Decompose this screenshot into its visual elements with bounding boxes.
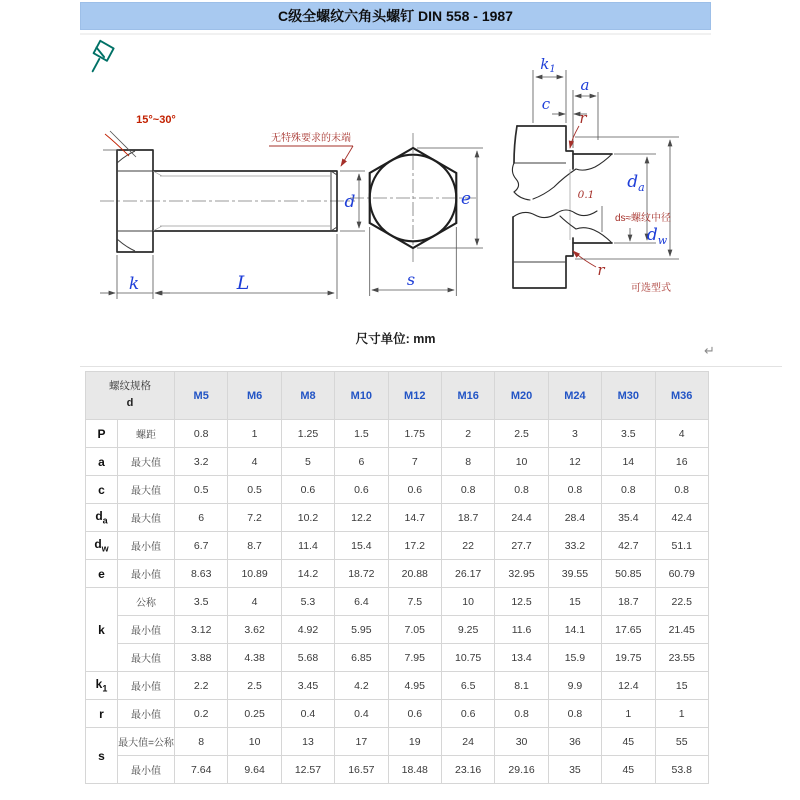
value-cell: 8 bbox=[441, 448, 494, 476]
return-anchor-icon[interactable]: ↵ bbox=[704, 343, 715, 358]
value-cell: 35.4 bbox=[602, 504, 655, 532]
dim-label-d: d bbox=[344, 192, 356, 212]
value-cell: 0.6 bbox=[388, 700, 441, 728]
value-cell: 2.5 bbox=[495, 420, 548, 448]
value-cell: 50.85 bbox=[602, 560, 655, 588]
optional-form-annotation: 可选型式 bbox=[631, 283, 671, 294]
value-cell: 0.6 bbox=[281, 476, 334, 504]
value-cell: 5.95 bbox=[335, 616, 388, 644]
table-row bbox=[86, 616, 709, 644]
value-cell: 27.7 bbox=[495, 532, 548, 560]
value-cell: 0.25 bbox=[228, 700, 281, 728]
table-row bbox=[86, 756, 709, 784]
row-type: 最小值 bbox=[118, 532, 175, 560]
value-cell: 45 bbox=[602, 756, 655, 784]
value-cell: 10 bbox=[495, 448, 548, 476]
value-cell: 8.7 bbox=[228, 532, 281, 560]
column-header: M16 bbox=[441, 372, 494, 420]
value-cell: 3 bbox=[548, 420, 601, 448]
value-cell: 0.5 bbox=[175, 476, 228, 504]
row-symbol: c bbox=[86, 476, 118, 504]
dim-label-r-top: r bbox=[579, 109, 587, 127]
technical-drawing bbox=[80, 40, 725, 325]
value-cell: 8.1 bbox=[495, 672, 548, 700]
table-top-divider bbox=[80, 366, 782, 367]
table-row bbox=[86, 672, 709, 700]
row-symbol: a bbox=[86, 448, 118, 476]
value-cell: 4.92 bbox=[281, 616, 334, 644]
head-detail-view bbox=[512, 55, 679, 294]
value-cell: 26.17 bbox=[441, 560, 494, 588]
bolt-side-view bbox=[100, 114, 365, 299]
row-symbol: r bbox=[86, 700, 118, 728]
value-cell: 0.8 bbox=[548, 700, 601, 728]
dim-label-k: k bbox=[128, 274, 140, 294]
value-cell: 0.6 bbox=[441, 700, 494, 728]
value-cell: 10 bbox=[441, 588, 494, 616]
title-divider bbox=[80, 33, 711, 35]
value-cell: 1 bbox=[655, 700, 708, 728]
dim-label-dw: $d_w$ bbox=[646, 225, 668, 247]
value-cell: 6 bbox=[335, 448, 388, 476]
column-header: M36 bbox=[655, 372, 708, 420]
value-cell: 23.55 bbox=[655, 644, 708, 672]
dim-label-L: L bbox=[236, 272, 250, 294]
value-cell: 13 bbox=[281, 728, 334, 756]
value-cell: 35 bbox=[548, 756, 601, 784]
value-cell: 5 bbox=[281, 448, 334, 476]
value-cell: 6.85 bbox=[335, 644, 388, 672]
table-head-row bbox=[86, 372, 709, 420]
dim-label-a: a bbox=[580, 76, 590, 94]
value-cell: 24 bbox=[441, 728, 494, 756]
value-cell: 39.55 bbox=[548, 560, 601, 588]
value-cell: 17.65 bbox=[602, 616, 655, 644]
value-cell: 0.8 bbox=[495, 476, 548, 504]
row-symbol: k bbox=[86, 588, 118, 672]
row-type: 最小值 bbox=[118, 756, 175, 784]
value-cell: 14.2 bbox=[281, 560, 334, 588]
spec-header bbox=[86, 372, 175, 420]
page-title: C级全螺纹六角头螺钉 DIN 558 - 1987 bbox=[278, 8, 513, 24]
value-cell: 14 bbox=[602, 448, 655, 476]
value-cell: 15 bbox=[548, 588, 601, 616]
row-symbol: $d_w$ bbox=[86, 532, 118, 560]
tolerance-annotation: 0.1 bbox=[577, 189, 595, 201]
row-type: 最小值 bbox=[118, 672, 175, 700]
value-cell: 0.8 bbox=[548, 476, 601, 504]
value-cell: 1 bbox=[228, 420, 281, 448]
value-cell: 3.88 bbox=[175, 644, 228, 672]
value-cell: 8.63 bbox=[175, 560, 228, 588]
value-cell: 13.4 bbox=[495, 644, 548, 672]
value-cell: 42.7 bbox=[602, 532, 655, 560]
column-header: M6 bbox=[228, 372, 281, 420]
table-row bbox=[86, 700, 709, 728]
value-cell: 19 bbox=[388, 728, 441, 756]
value-cell: 22 bbox=[441, 532, 494, 560]
table-row bbox=[86, 504, 709, 532]
end-note-annotation: 无特殊要求的末端 bbox=[271, 133, 351, 144]
value-cell: 55 bbox=[655, 728, 708, 756]
dim-label-c: c bbox=[541, 95, 551, 113]
value-cell: 0.8 bbox=[602, 476, 655, 504]
value-cell: 1 bbox=[602, 700, 655, 728]
dim-label-k1: $k_1$ bbox=[540, 55, 556, 75]
value-cell: 10.75 bbox=[441, 644, 494, 672]
value-cell: 18.48 bbox=[388, 756, 441, 784]
table-row bbox=[86, 476, 709, 504]
value-cell: 3.45 bbox=[281, 672, 334, 700]
value-cell: 11.6 bbox=[495, 616, 548, 644]
value-cell: 17.2 bbox=[388, 532, 441, 560]
value-cell: 2.2 bbox=[175, 672, 228, 700]
row-symbol: s bbox=[86, 728, 118, 784]
table-row bbox=[86, 644, 709, 672]
value-cell: 32.95 bbox=[495, 560, 548, 588]
value-cell: 10.2 bbox=[281, 504, 334, 532]
row-symbol: P bbox=[86, 420, 118, 448]
column-header: M5 bbox=[175, 372, 228, 420]
value-cell: 24.4 bbox=[495, 504, 548, 532]
value-cell: 15 bbox=[655, 672, 708, 700]
value-cell: 16.57 bbox=[335, 756, 388, 784]
value-cell: 51.1 bbox=[655, 532, 708, 560]
value-cell: 4 bbox=[228, 588, 281, 616]
spec-header-label: 螺纹规格 bbox=[109, 380, 151, 393]
column-header: M8 bbox=[281, 372, 334, 420]
value-cell: 23.16 bbox=[441, 756, 494, 784]
value-cell: 4 bbox=[655, 420, 708, 448]
value-cell: 9.25 bbox=[441, 616, 494, 644]
value-cell: 3.12 bbox=[175, 616, 228, 644]
value-cell: 12.5 bbox=[495, 588, 548, 616]
row-type: 公称 bbox=[118, 588, 175, 616]
value-cell: 21.45 bbox=[655, 616, 708, 644]
value-cell: 0.2 bbox=[175, 700, 228, 728]
value-cell: 4.2 bbox=[335, 672, 388, 700]
value-cell: 0.5 bbox=[228, 476, 281, 504]
dimension-table bbox=[85, 371, 709, 784]
value-cell: 0.8 bbox=[175, 420, 228, 448]
value-cell: 29.16 bbox=[495, 756, 548, 784]
row-type: 螺距 bbox=[118, 420, 175, 448]
value-cell: 60.79 bbox=[655, 560, 708, 588]
value-cell: 18.7 bbox=[602, 588, 655, 616]
value-cell: 3.2 bbox=[175, 448, 228, 476]
value-cell: 14.1 bbox=[548, 616, 601, 644]
value-cell: 1.5 bbox=[335, 420, 388, 448]
row-type: 最大值 bbox=[118, 504, 175, 532]
value-cell: 3.62 bbox=[228, 616, 281, 644]
value-cell: 18.7 bbox=[441, 504, 494, 532]
value-cell: 15.9 bbox=[548, 644, 601, 672]
column-header: M24 bbox=[548, 372, 601, 420]
value-cell: 8 bbox=[175, 728, 228, 756]
value-cell: 14.7 bbox=[388, 504, 441, 532]
value-cell: 17 bbox=[335, 728, 388, 756]
table-body bbox=[86, 420, 709, 784]
value-cell: 6.5 bbox=[441, 672, 494, 700]
value-cell: 0.4 bbox=[335, 700, 388, 728]
value-cell: 7.5 bbox=[388, 588, 441, 616]
row-type: 最小值 bbox=[118, 560, 175, 588]
value-cell: 0.8 bbox=[655, 476, 708, 504]
column-header: M20 bbox=[495, 372, 548, 420]
unit-note: 尺寸单位: mm bbox=[355, 332, 436, 346]
value-cell: 6.4 bbox=[335, 588, 388, 616]
value-cell: 11.4 bbox=[281, 532, 334, 560]
dim-label-e: e bbox=[460, 189, 472, 209]
value-cell: 28.4 bbox=[548, 504, 601, 532]
value-cell: 30 bbox=[495, 728, 548, 756]
value-cell: 15.4 bbox=[335, 532, 388, 560]
value-cell: 4.38 bbox=[228, 644, 281, 672]
row-symbol: e bbox=[86, 560, 118, 588]
column-header: M10 bbox=[335, 372, 388, 420]
table-row bbox=[86, 448, 709, 476]
value-cell: 42.4 bbox=[655, 504, 708, 532]
value-cell: 12.4 bbox=[602, 672, 655, 700]
row-type: 最大值 bbox=[118, 448, 175, 476]
table-row bbox=[86, 588, 709, 616]
value-cell: 12 bbox=[548, 448, 601, 476]
value-cell: 10 bbox=[228, 728, 281, 756]
value-cell: 45 bbox=[602, 728, 655, 756]
table-row bbox=[86, 532, 709, 560]
value-cell: 10.89 bbox=[228, 560, 281, 588]
value-cell: 5.3 bbox=[281, 588, 334, 616]
value-cell: 3.5 bbox=[602, 420, 655, 448]
value-cell: 1.75 bbox=[388, 420, 441, 448]
value-cell: 3.5 bbox=[175, 588, 228, 616]
value-cell: 18.72 bbox=[335, 560, 388, 588]
row-type: 最大值=公称 bbox=[118, 728, 175, 756]
value-cell: 7 bbox=[388, 448, 441, 476]
hex-head-front-view bbox=[350, 133, 483, 296]
title-bar bbox=[80, 2, 711, 30]
column-header: M30 bbox=[602, 372, 655, 420]
value-cell: 4.95 bbox=[388, 672, 441, 700]
value-cell: 16 bbox=[655, 448, 708, 476]
value-cell: 12.2 bbox=[335, 504, 388, 532]
value-cell: 22.5 bbox=[655, 588, 708, 616]
value-cell: 36 bbox=[548, 728, 601, 756]
value-cell: 33.2 bbox=[548, 532, 601, 560]
table-row bbox=[86, 728, 709, 756]
value-cell: 0.6 bbox=[388, 476, 441, 504]
ds-annotation: ds≈螺纹中径 bbox=[614, 213, 672, 224]
value-cell: 5.68 bbox=[281, 644, 334, 672]
table-row bbox=[86, 560, 709, 588]
row-symbol: $d_a$ bbox=[86, 504, 118, 532]
value-cell: 20.88 bbox=[388, 560, 441, 588]
row-symbol: $k_1$ bbox=[86, 672, 118, 700]
value-cell: 7.05 bbox=[388, 616, 441, 644]
value-cell: 0.4 bbox=[281, 700, 334, 728]
dim-label-r-bottom: r bbox=[597, 261, 605, 279]
value-cell: 6.7 bbox=[175, 532, 228, 560]
row-type: 最小值 bbox=[118, 616, 175, 644]
dim-label-da: $d_a$ bbox=[627, 172, 645, 194]
value-cell: 9.9 bbox=[548, 672, 601, 700]
spec-header-sub: d bbox=[126, 397, 134, 410]
row-type: 最大值 bbox=[118, 644, 175, 672]
dim-label-s: s bbox=[406, 270, 416, 289]
value-cell: 0.8 bbox=[495, 700, 548, 728]
value-cell: 7.2 bbox=[228, 504, 281, 532]
value-cell: 53.8 bbox=[655, 756, 708, 784]
row-type: 最小值 bbox=[118, 700, 175, 728]
value-cell: 9.64 bbox=[228, 756, 281, 784]
value-cell: 7.95 bbox=[388, 644, 441, 672]
row-type: 最大值 bbox=[118, 476, 175, 504]
value-cell: 7.64 bbox=[175, 756, 228, 784]
angle-annotation: 15°~30° bbox=[136, 114, 176, 126]
value-cell: 12.57 bbox=[281, 756, 334, 784]
value-cell: 0.6 bbox=[335, 476, 388, 504]
value-cell: 0.8 bbox=[441, 476, 494, 504]
value-cell: 2 bbox=[441, 420, 494, 448]
value-cell: 19.75 bbox=[602, 644, 655, 672]
value-cell: 1.25 bbox=[281, 420, 334, 448]
value-cell: 4 bbox=[228, 448, 281, 476]
table-row bbox=[86, 420, 709, 448]
value-cell: 2.5 bbox=[228, 672, 281, 700]
value-cell: 6 bbox=[175, 504, 228, 532]
column-header: M12 bbox=[388, 372, 441, 420]
